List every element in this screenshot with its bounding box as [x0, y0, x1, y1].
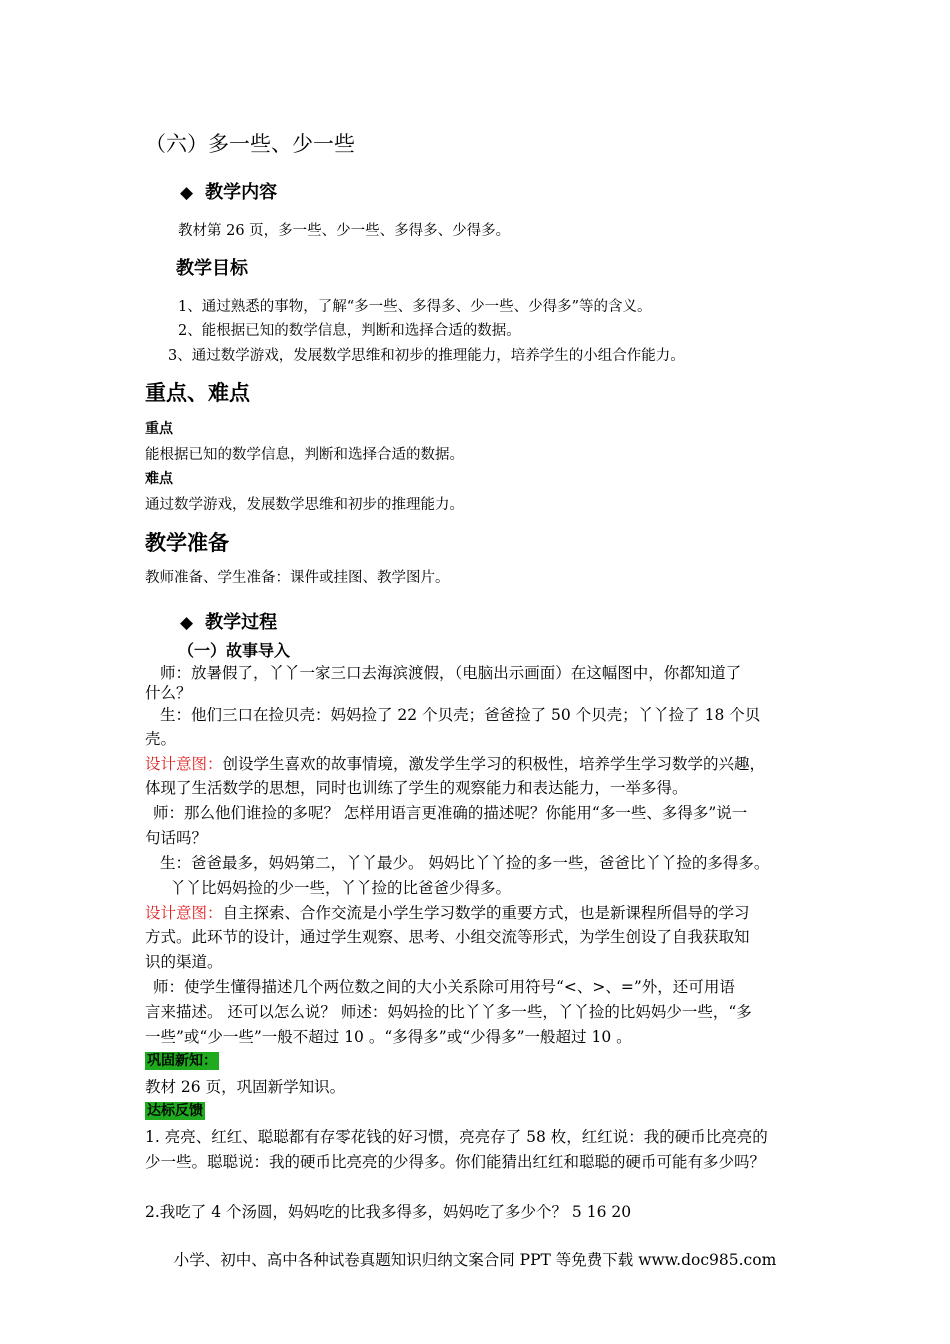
- dialogue-line: 言来描述。 还可以怎么说？ 师述：妈妈捡的比丫丫多一些，丫丫捡的比妈妈少一些，“多: [145, 1003, 752, 1021]
- difficulty-label: 难点: [145, 471, 173, 487]
- design-intent-label: 设计意图：: [145, 755, 223, 773]
- key-body: 能根据已知的数学信息，判断和选择合适的数据。: [145, 447, 464, 463]
- consolidate-body: 教材 26 页，巩固新学知识。: [145, 1078, 346, 1096]
- dialogue-line: 丫丫比妈妈捡的少一些，丫丫捡的比爸爸少得多。: [170, 879, 512, 897]
- design-intent-line: 方式。此环节的设计，通过学生观察、思考、小组交流等形式，为学生创设了自我获取知: [145, 928, 750, 946]
- dialogue-line: 师：放暑假了，丫丫一家三口去海滨渡假，（电脑出示画面）在这幅图中，你都知道了: [160, 664, 742, 682]
- page-footer: 小学、初中、高中各种试卷真题知识归纳文案合同 PPT 等免费下载 www.doc985.com: [173, 1251, 777, 1269]
- consolidate-label: 巩固新知：: [147, 1053, 217, 1069]
- dialogue-line: 句话吗？: [145, 829, 208, 847]
- goal-item: 3、通过数学游戏，发展数学思维和初步的推理能力，培养学生的小组合作能力。: [168, 348, 685, 364]
- key-label: 重点: [145, 421, 173, 437]
- design-intent-2: [145, 901, 750, 923]
- consolidate-label-box: [145, 1050, 219, 1070]
- feedback-label: 达标反馈: [147, 1103, 203, 1119]
- goal-item: 1、通过熟悉的事物，了解“多一些、多得多、少一些、少得多”等的含义。: [178, 299, 652, 315]
- question-line: 2.我吃了 4 个汤圆，妈妈吃的比我多得多，妈妈吃了多少个？ 5 16 20: [145, 1203, 632, 1221]
- dialogue-line: 师：那么他们谁捡的多呢？ 怎样用语言更准确的描述呢？你能用“多一些、多得多”说一: [153, 804, 748, 822]
- design-intent-text: 自主探索、合作交流是小学生学习数学的重要方式，也是新课程所倡导的学习: [222, 904, 750, 922]
- design-intent-line: 体现了生活数学的思想，同时也训练了学生的观察能力和表达能力，一举多得。: [145, 779, 688, 797]
- section-heading-key: 重点、难点: [145, 381, 250, 405]
- heading-text: 教学过程: [205, 612, 278, 633]
- section-heading-process: [180, 608, 277, 634]
- design-intent-1: [145, 752, 765, 774]
- heading-text: 教学内容: [205, 182, 278, 203]
- design-intent-text: 创设学生喜欢的故事情境，激发学生学习的积极性，培养学生学习数学的兴趣，: [222, 755, 766, 773]
- section-heading-prep: 教学准备: [145, 531, 229, 555]
- dialogue-line: 什么？: [145, 684, 192, 702]
- dialogue-line: 师：使学生懂得描述几个两位数之间的大小关系除可用符号“<、>、=”外，还可用语: [153, 978, 735, 996]
- dialogue-line: 一些”或“少一些”一般不超过 10 。“多得多”或“少得多”一般超过 10 。: [145, 1028, 632, 1046]
- dialogue-line: 壳。: [145, 730, 177, 748]
- diamond-bullet-icon: ◆: [180, 613, 194, 633]
- feedback-label-box: [145, 1100, 205, 1120]
- content-body: 教材第 26 页，多一些、少一些、多得多、少得多。: [178, 223, 511, 239]
- diamond-bullet-icon: ◆: [180, 183, 194, 203]
- page-title: （六）多一些、少一些: [145, 132, 355, 156]
- goal-item: 2、能根据已知的数学信息，判断和选择合适的数据。: [178, 323, 521, 339]
- prep-body: 教师准备、学生准备：课件或挂图、教学图片。: [145, 570, 450, 586]
- difficulty-body: 通过数学游戏，发展数学思维和初步的推理能力。: [145, 497, 464, 513]
- design-intent-line: 识的渠道。: [145, 953, 223, 971]
- section-heading-goals: 教学目标: [176, 258, 248, 279]
- section-heading-content: [180, 178, 277, 204]
- question-line: 少一些。聪聪说：我的硬币比亮亮的少得多。你们能猜出红红和聪聪的硬币可能有多少吗？: [145, 1153, 766, 1171]
- question-line: 1. 亮亮、红红、聪聪都有存零花钱的好习惯，亮亮存了 58 枚，红红说：我的硬币比亮亮的: [145, 1128, 768, 1146]
- subsection-heading: （一）故事导入: [178, 641, 291, 660]
- dialogue-line: 生：他们三口在捡贝壳：妈妈捡了 22 个贝壳；爸爸捡了 50 个贝壳；丫丫捡了 18 个贝: [160, 706, 761, 724]
- dialogue-line: 生：爸爸最多，妈妈第二，丫丫最少。 妈妈比丫丫捡的多一些，爸爸比丫丫捡的多得多。: [160, 854, 770, 872]
- design-intent-label: 设计意图：: [145, 904, 223, 922]
